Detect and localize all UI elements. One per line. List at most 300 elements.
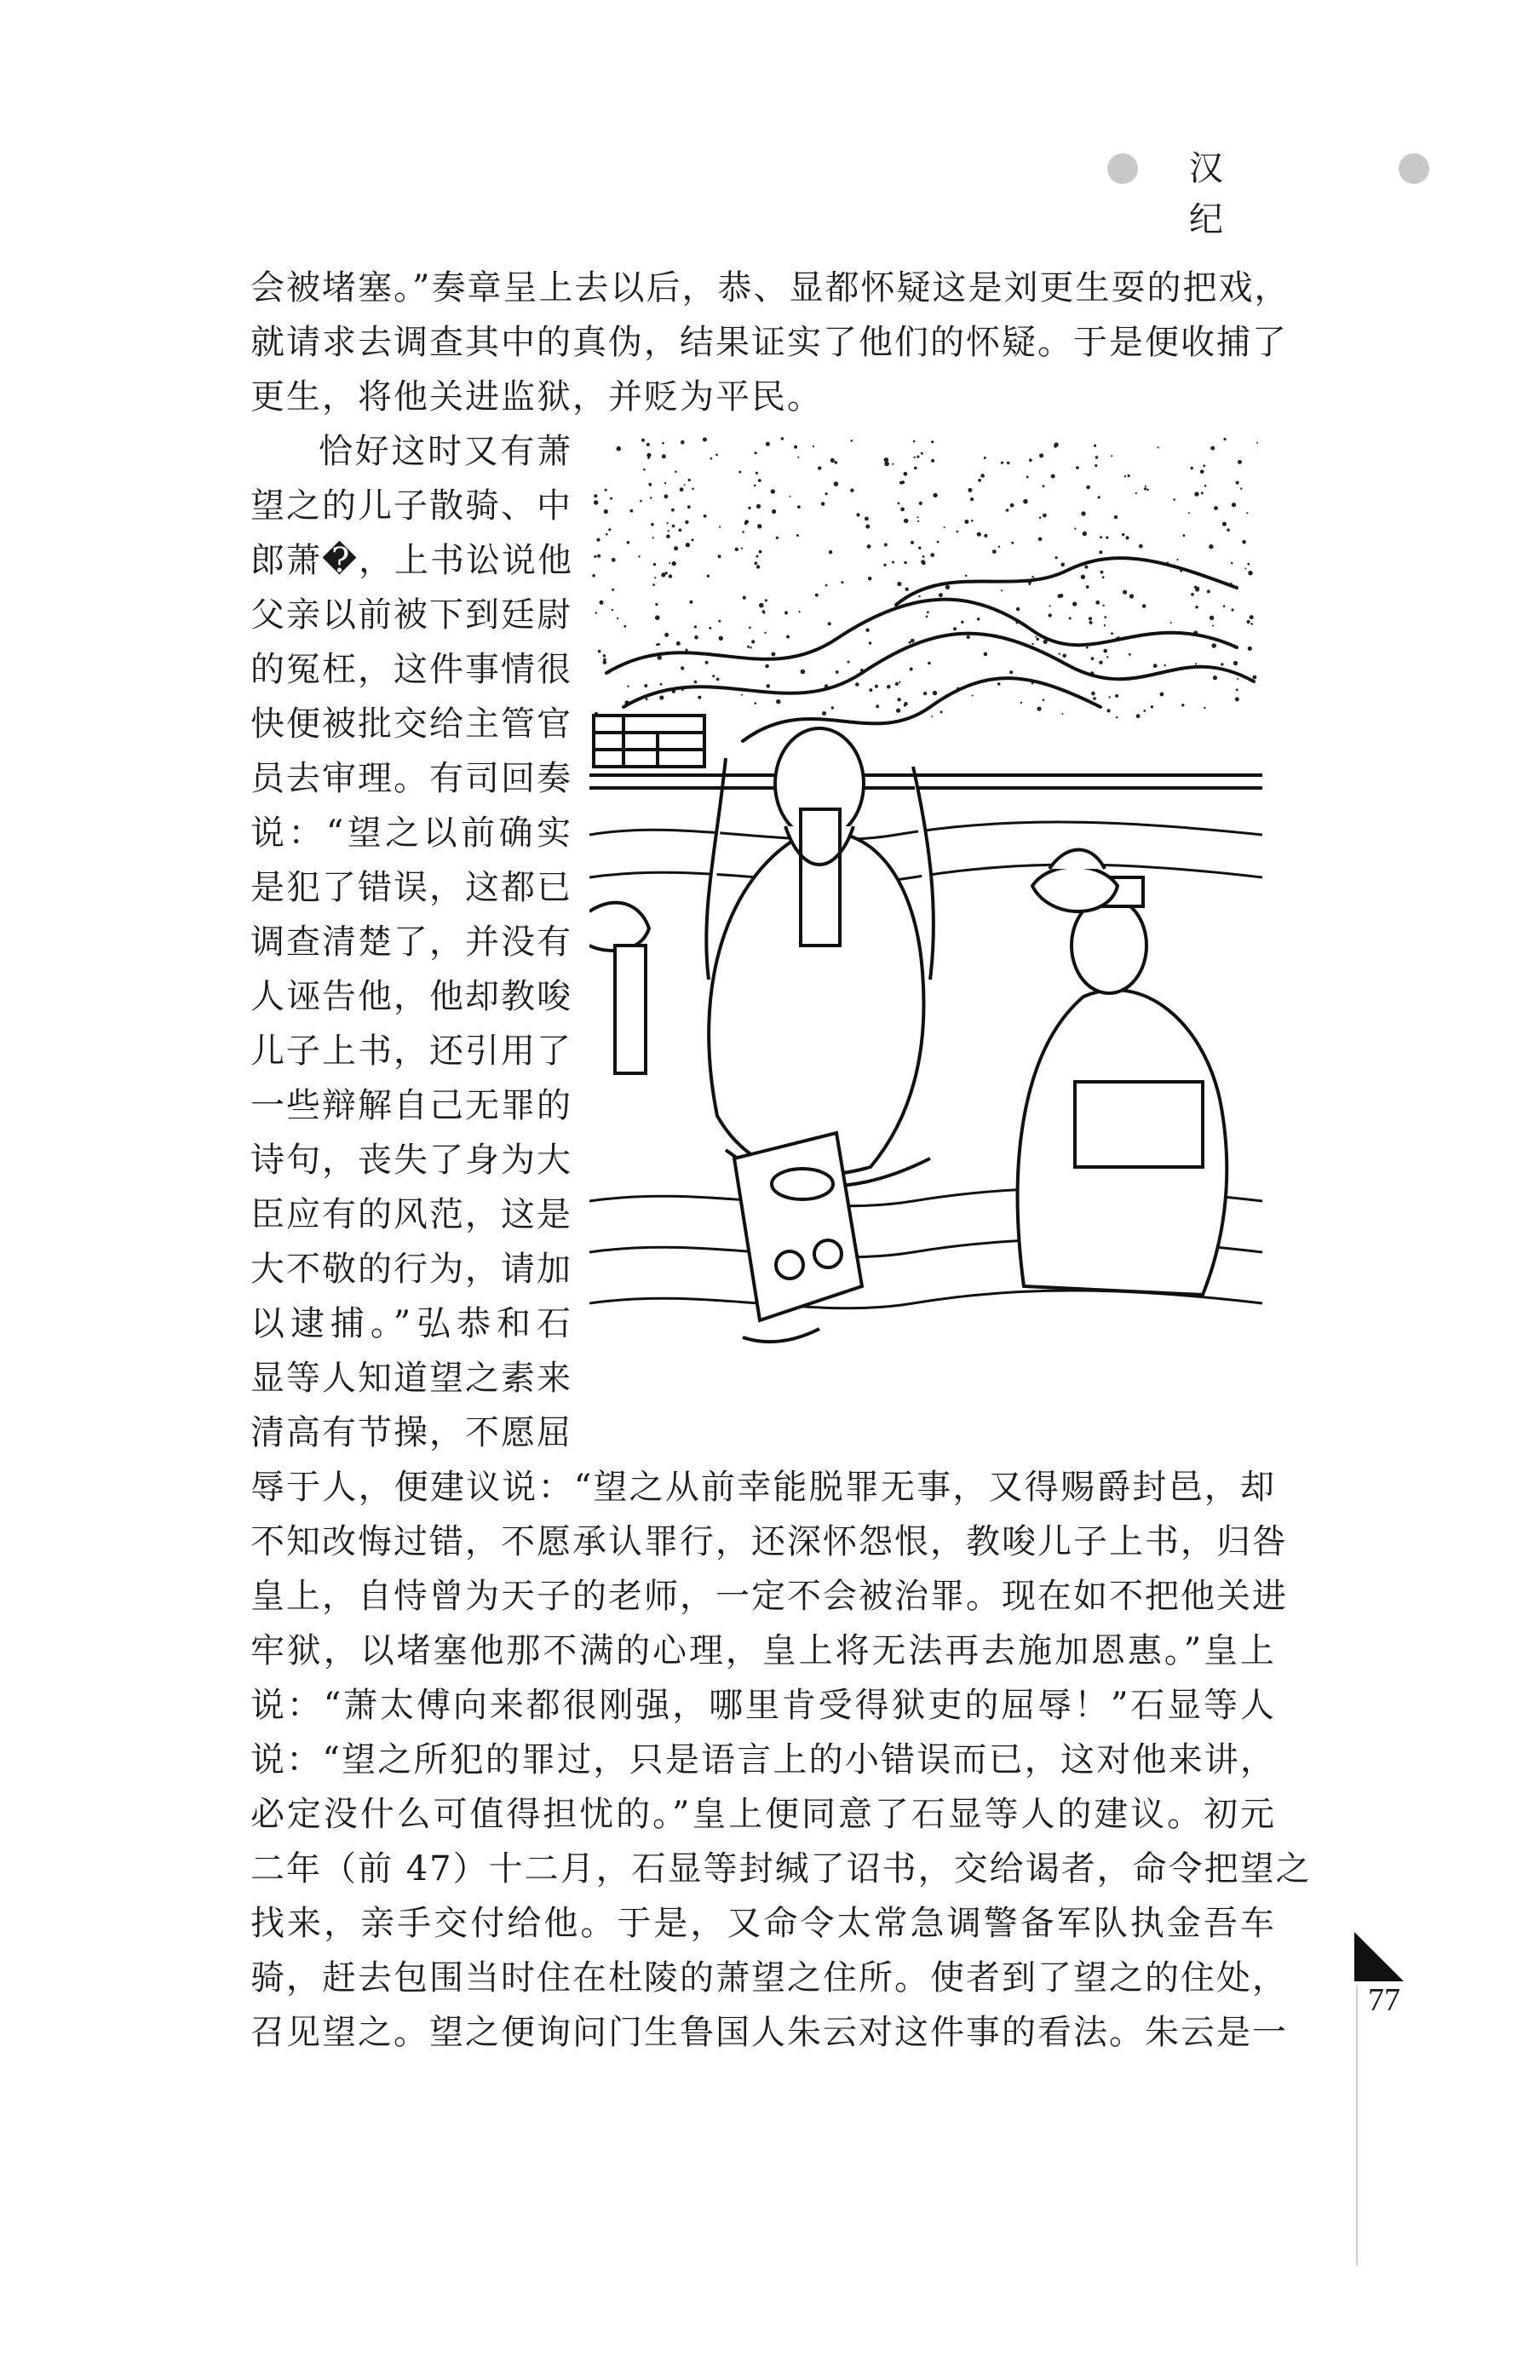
star-dot (821, 502, 825, 506)
star-dot (612, 609, 613, 611)
star-dot (1176, 559, 1178, 561)
star-dot (794, 446, 797, 449)
star-dot (850, 489, 853, 492)
star-dot (687, 505, 691, 509)
star-dot (834, 481, 839, 486)
star-dot (956, 531, 958, 533)
vessel-left (589, 903, 649, 1073)
star-dot (1001, 589, 1003, 591)
body-line: 皇上，自恃曾为天子的老师，一定不会被治罪。现在如不把他关进 (250, 1577, 1288, 1616)
star-dot (1194, 492, 1198, 496)
star-dot (967, 635, 970, 639)
star-dot (748, 507, 750, 509)
star-dot (1153, 664, 1158, 668)
star-dot (1111, 632, 1113, 635)
star-dot (735, 548, 738, 551)
star-dot (899, 681, 900, 683)
star-dot (1139, 544, 1143, 549)
star-dot (953, 627, 957, 630)
star-dot (1010, 503, 1014, 508)
star-dot (901, 480, 905, 484)
star-dot (1160, 693, 1164, 697)
star-dot (627, 541, 630, 544)
star-dot (1233, 661, 1238, 665)
star-dot (758, 479, 761, 482)
star-dot (765, 599, 767, 601)
star-dot (1091, 657, 1095, 660)
star-dot (1242, 540, 1246, 544)
star-dot (797, 457, 799, 458)
star-dot (666, 534, 670, 538)
cloud-wisps (606, 558, 1254, 741)
star-dot (674, 546, 678, 550)
star-dot (1203, 465, 1205, 468)
star-dot (755, 451, 757, 454)
body-line: 望之的儿子散骑、中 (250, 486, 572, 526)
star-dot (1095, 601, 1100, 605)
star-dot (918, 547, 921, 549)
star-dot (865, 629, 869, 632)
star-dot (715, 454, 718, 457)
star-dot (883, 564, 886, 566)
star-dot (1237, 678, 1238, 680)
star-dot (1091, 692, 1095, 696)
star-dot (945, 585, 950, 589)
star-dot (1109, 696, 1111, 698)
star-dot (1188, 512, 1190, 514)
star-dot (1086, 585, 1089, 589)
star-dot (592, 574, 595, 578)
star-dot (1098, 496, 1100, 498)
star-dot (1231, 562, 1233, 565)
star-dot (828, 622, 831, 625)
star-dot (603, 654, 606, 657)
star-dot (892, 561, 894, 564)
star-dot (698, 696, 701, 699)
star-dot (600, 601, 604, 605)
star-dot (918, 595, 920, 597)
star-dot (1106, 656, 1108, 658)
star-dot (776, 699, 780, 704)
star-dot (1035, 636, 1037, 638)
star-dot (911, 541, 914, 544)
star-dot (660, 683, 663, 686)
star-dot (1164, 664, 1165, 666)
star-dot (672, 525, 675, 528)
star-dot (1223, 438, 1226, 440)
body-line: 员去审理。有司回奏 (250, 759, 572, 798)
star-dot (771, 489, 775, 493)
ink-illustration (589, 434, 1262, 1388)
body-line: 更生，将他关进监狱，并贬为平民。 (250, 377, 823, 417)
star-dot (749, 626, 751, 629)
star-dot (1146, 489, 1149, 492)
star-dot (1211, 643, 1216, 648)
body-line: 说：“望之所犯的罪过，只是语言上的小错误而已，这对他来讲， (250, 1740, 1276, 1779)
star-dot (662, 454, 666, 458)
star-dot (1191, 467, 1193, 469)
star-dot (1181, 704, 1184, 706)
star-dot (1049, 605, 1051, 606)
body-line: 说：“萧太傅向来都很刚强，哪里肯受得狱吏的屈辱！”石显等人 (250, 1686, 1276, 1725)
body-line: 显等人知道望之素来 (250, 1359, 572, 1398)
star-dot (681, 666, 684, 670)
star-dot (825, 492, 828, 495)
star-dot (884, 543, 888, 547)
corner-triangle-icon (1354, 1932, 1404, 1981)
star-dot (1143, 710, 1146, 712)
star-dot (867, 544, 871, 549)
floating-bowl (1032, 850, 1118, 912)
body-line: 儿子上书，还引用了 (250, 1032, 572, 1071)
star-dot (869, 641, 871, 644)
star-dot (1043, 514, 1047, 518)
star-dot (1129, 653, 1131, 656)
star-dot (1001, 462, 1003, 464)
star-dot (623, 625, 626, 628)
star-dot (1129, 594, 1134, 598)
star-dot (931, 459, 934, 463)
star-dot (667, 522, 669, 524)
star-dot (688, 479, 691, 481)
star-dot (1247, 563, 1250, 566)
star-dot (1209, 544, 1213, 549)
body-line: 召见望之。望之便询问门生鲁国人朱云对这件事的看法。朱云是一 (250, 2013, 1288, 2052)
star-dot (984, 534, 987, 538)
running-header (1107, 143, 1431, 239)
star-dot (669, 574, 672, 578)
star-dot (801, 670, 806, 675)
body-line: 一些辩解自己无罪的 (250, 1086, 572, 1125)
star-dot (1200, 469, 1204, 474)
star-dot (851, 440, 853, 442)
star-dot (1058, 595, 1062, 599)
star-dot (980, 474, 985, 478)
star-dot (712, 675, 715, 677)
star-dot (786, 635, 790, 639)
star-dot (655, 615, 660, 620)
star-dot (654, 577, 656, 578)
body-line: 牢狱，以堵塞他那不满的心理，皇上将无法再去施加恩惠。”皇上 (250, 1631, 1276, 1670)
star-dot (1116, 716, 1118, 718)
star-dot (1106, 537, 1108, 539)
star-dot (658, 643, 660, 646)
star-dot (1051, 474, 1055, 479)
star-dot (759, 550, 762, 554)
star-dot (1076, 466, 1079, 469)
star-dot (904, 519, 908, 523)
star-dot (610, 497, 612, 500)
star-dot (1142, 604, 1146, 608)
star-dot (1122, 533, 1124, 536)
star-dot (598, 650, 601, 653)
star-dot (1026, 476, 1029, 479)
star-dot (904, 704, 906, 706)
star-dot (692, 488, 694, 491)
star-dot (757, 524, 761, 528)
body-line: 调查清楚了，并没有 (250, 923, 572, 962)
star-dot (679, 529, 682, 532)
star-dot (940, 710, 943, 713)
star-dot (1103, 649, 1107, 653)
star-dot (617, 446, 622, 451)
body-line: 人诬告他，他却教唆 (250, 977, 572, 1016)
star-dot (977, 618, 980, 621)
star-dot (869, 688, 872, 692)
star-dot (1062, 713, 1064, 715)
star-dot (818, 466, 821, 469)
star-dot (765, 664, 769, 669)
star-dot (755, 702, 757, 704)
body-line: 必定没什么可值得担忧的。”皇上便同意了石显等人的建议。初元 (250, 1795, 1276, 1834)
star-dot (1083, 532, 1087, 536)
star-dot (1095, 456, 1098, 458)
star-dot (675, 471, 677, 474)
star-dot (1136, 714, 1141, 718)
star-dot (709, 627, 711, 629)
star-dot (830, 458, 835, 463)
star-dot (1250, 615, 1254, 619)
star-dot (594, 500, 598, 504)
star-dot (672, 561, 676, 566)
star-dot (1039, 516, 1042, 519)
page-number: 77 (1368, 1982, 1400, 2018)
star-dot (790, 496, 791, 497)
star-dot (1201, 492, 1204, 494)
body-line: 清高有节操，不愿屈 (250, 1413, 572, 1452)
star-dot (766, 442, 770, 446)
star-dot (841, 581, 843, 584)
star-dot (923, 692, 927, 695)
star-dot (1204, 707, 1205, 709)
star-dot (718, 620, 721, 623)
star-dot (1093, 697, 1096, 700)
star-dot (1081, 511, 1085, 515)
star-dot (1060, 563, 1065, 567)
body-line: 诗句，丧失了身为大 (250, 1141, 572, 1180)
star-dot (1173, 498, 1175, 501)
star-dot (705, 661, 709, 664)
star-dot (1213, 675, 1217, 680)
star-dot (909, 641, 911, 644)
star-dot (970, 497, 974, 501)
star-dot (876, 704, 879, 708)
star-dot (1222, 522, 1227, 526)
star-dot (646, 443, 650, 446)
star-dot (897, 582, 901, 586)
star-dot (1062, 654, 1066, 658)
star-dot (1246, 512, 1248, 514)
star-dot (650, 497, 652, 498)
star-dot (719, 636, 723, 641)
star-dot (640, 500, 642, 503)
star-dot (1195, 588, 1199, 592)
star-dot (756, 565, 760, 568)
body-line: 就请求去调查其中的真伪，结果证实了他们的怀疑。于是便收捕了 (250, 323, 1288, 362)
star-dot (719, 526, 721, 527)
star-dot (831, 706, 834, 709)
star-dot (653, 563, 656, 566)
star-dot (681, 440, 685, 445)
star-dot (1221, 663, 1223, 665)
body-line: 二年（前 47）十二月，石显等封缄了诏书，交给谒者，命令把望之 (250, 1849, 1312, 1888)
star-dot (738, 471, 741, 474)
star-dot (603, 660, 607, 664)
star-dot (971, 520, 974, 522)
star-dot (961, 621, 963, 624)
star-dot (796, 534, 799, 537)
star-dot (689, 601, 692, 604)
star-dot (1183, 534, 1186, 537)
star-dot (1124, 475, 1126, 477)
star-dot (928, 662, 931, 665)
star-dot (998, 546, 1000, 548)
star-dot (1049, 613, 1052, 617)
star-dot (1210, 616, 1214, 620)
star-dot (597, 555, 600, 558)
star-dot (939, 593, 943, 597)
body-line: 恰好这时又有萧 (319, 432, 572, 471)
star-dot (1081, 575, 1085, 579)
star-dot (978, 479, 981, 482)
star-dot (1106, 709, 1110, 712)
star-dot (1207, 589, 1210, 593)
star-dot (856, 513, 859, 516)
star-dot (1100, 571, 1104, 574)
star-dot (917, 456, 919, 458)
star-dot (1006, 509, 1009, 512)
star-dot (662, 442, 664, 445)
body-line: 不知改悔过错，不愿承认罪行，还深怀怨恨，教唆儿子上书，归咎 (250, 1522, 1288, 1561)
star-dot (754, 561, 757, 565)
star-dot (685, 520, 688, 524)
star-dot (914, 457, 916, 458)
star-dot (1248, 571, 1253, 576)
star-dot (1094, 445, 1096, 447)
star-dot (1102, 576, 1105, 578)
star-dot (1238, 460, 1242, 464)
star-dot (767, 684, 771, 688)
star-dot (643, 469, 646, 471)
star-dot (868, 577, 872, 581)
star-dot (676, 641, 681, 646)
star-dot (659, 695, 664, 699)
star-dot (1099, 550, 1102, 554)
star-dot (904, 561, 906, 564)
star-dot (892, 463, 894, 465)
star-dot (1125, 536, 1129, 539)
star-dot (1043, 698, 1045, 701)
star-dot (669, 562, 670, 564)
star-dot (1111, 455, 1112, 457)
star-dot (629, 509, 633, 513)
star-dot (661, 572, 665, 577)
star-dot (984, 457, 986, 459)
star-dot (1253, 675, 1257, 680)
star-dot (815, 594, 819, 597)
star-dot (703, 438, 707, 442)
body-line: 辱于人，便建议说：“望之从前幸能脱罪无事，又得赐爵封邑，却 (250, 1468, 1276, 1507)
body-line: 大不敬的行为，请加 (250, 1250, 572, 1289)
star-dot (1114, 515, 1118, 519)
star-dot (1236, 481, 1239, 485)
star-dot (1195, 663, 1197, 664)
city-wall (589, 716, 1262, 788)
star-dot (835, 461, 838, 464)
star-dot (668, 530, 669, 532)
star-dot (1084, 566, 1088, 569)
star-dot (972, 695, 974, 697)
star-dot (1104, 624, 1106, 626)
star-dot (1009, 670, 1013, 674)
star-dot (1235, 697, 1239, 701)
star-dot (1074, 528, 1076, 530)
star-dot (744, 522, 747, 525)
star-dot (865, 525, 870, 529)
edict-box (734, 1133, 862, 1342)
star-dot (855, 682, 859, 687)
star-dot (772, 509, 776, 514)
star-dot (756, 555, 759, 558)
star-dot (865, 517, 869, 521)
star-dot (1232, 503, 1236, 507)
star-dot (1007, 462, 1009, 464)
star-dot (781, 437, 784, 440)
star-dot (664, 482, 666, 484)
star-dot (964, 520, 968, 524)
star-dot (931, 440, 934, 443)
star-dot (1158, 446, 1159, 448)
star-dot (905, 588, 909, 591)
star-dot (965, 575, 968, 578)
star-dot (1191, 593, 1194, 596)
star-dot (1102, 605, 1104, 606)
star-dot (917, 520, 919, 522)
star-dot (1145, 486, 1146, 487)
star-dot (913, 440, 916, 443)
star-dot (1031, 576, 1033, 578)
star-dot (1039, 453, 1043, 457)
star-dot (926, 616, 928, 618)
star-dot (1037, 707, 1041, 711)
body-line: 说：“望之以前确实 (250, 813, 572, 853)
star-dot (944, 526, 945, 528)
star-dot (897, 698, 900, 701)
star-dot (997, 682, 1001, 686)
star-dot (763, 612, 766, 614)
body-line: 骑，赶去包围当时住在杜陵的萧望之住所。使者到了望之的住处， (250, 1958, 1288, 1998)
star-dot (617, 618, 618, 619)
star-dot (776, 537, 779, 539)
star-dot (1031, 643, 1033, 645)
star-dot (1204, 485, 1207, 487)
star-dot (671, 509, 675, 512)
star-dot (742, 531, 744, 533)
body-line: 以逮捕。”弘恭和石 (250, 1304, 572, 1343)
star-dot (797, 505, 801, 509)
star-dot (1036, 638, 1039, 641)
star-dot (1089, 621, 1093, 624)
star-dot (1128, 474, 1130, 477)
star-dot (644, 684, 647, 687)
star-dot (1135, 492, 1137, 494)
star-dot (1227, 528, 1230, 532)
star-dot (648, 483, 652, 486)
star-dot (921, 452, 923, 455)
star-dot (1250, 623, 1253, 625)
star-dot (1059, 653, 1060, 655)
star-dot (596, 538, 600, 542)
